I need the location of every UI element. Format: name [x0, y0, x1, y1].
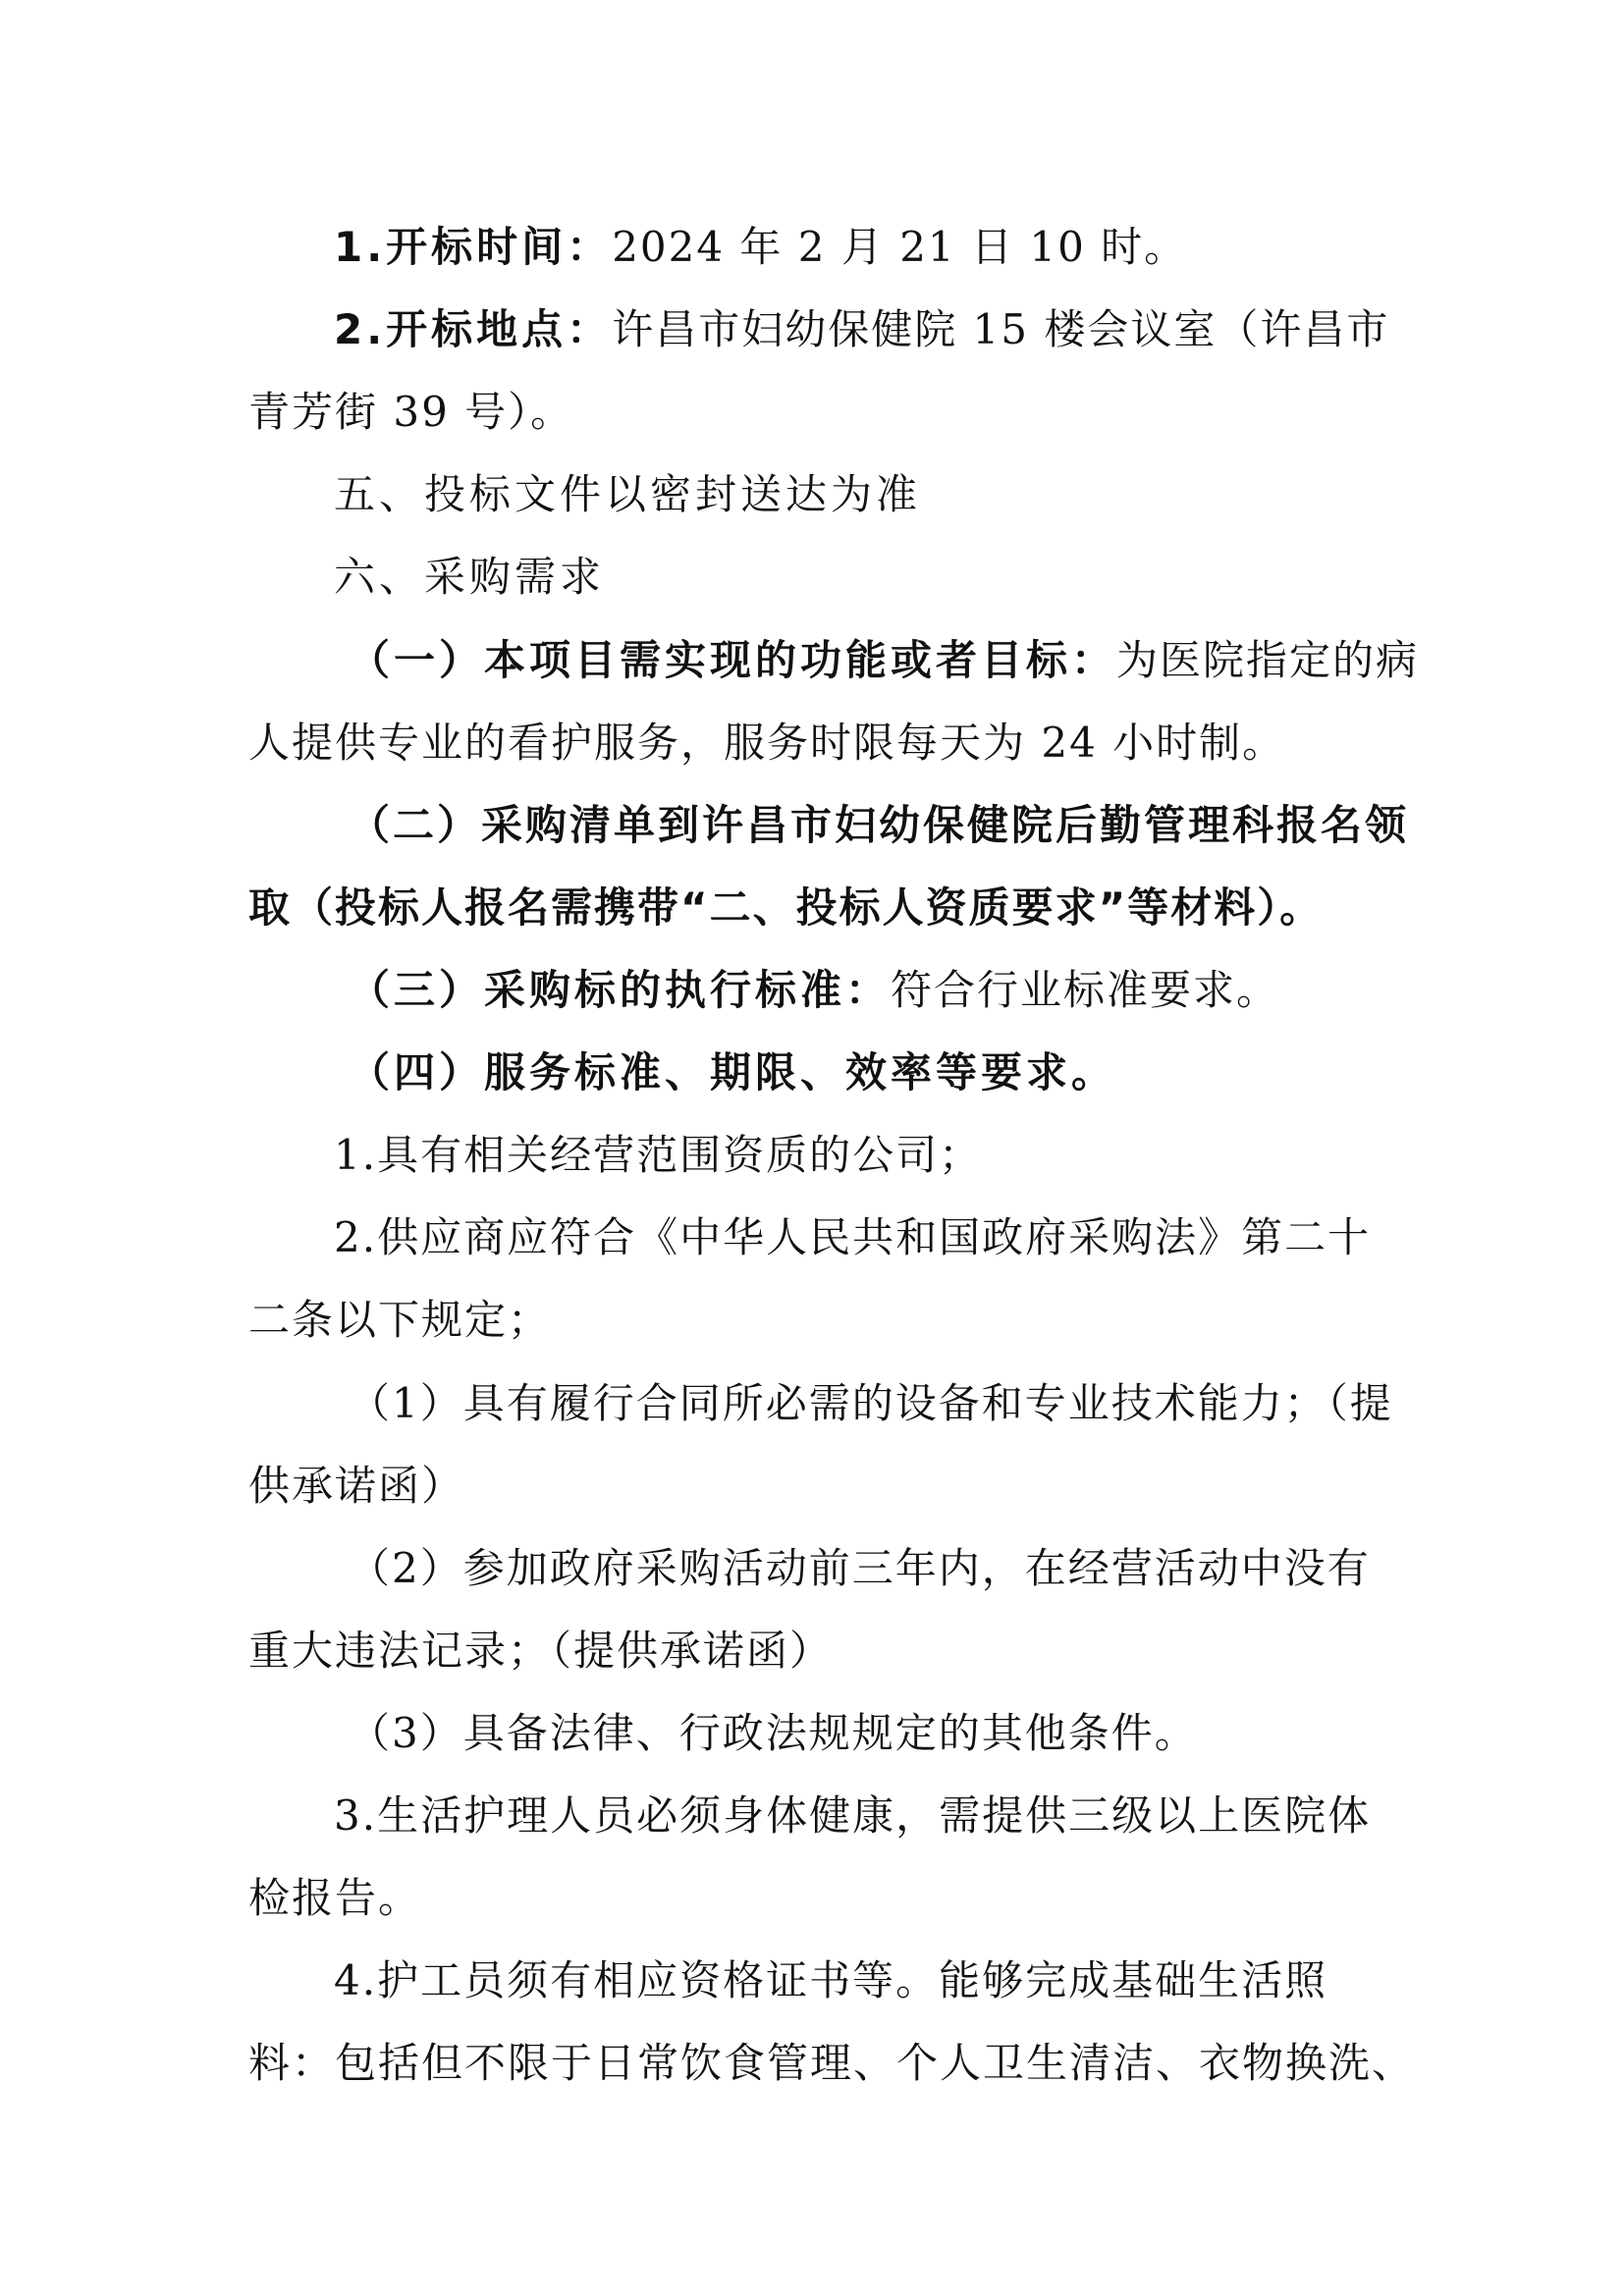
bid-opening-time-value: 2024 年 2 月 21 日 10 时。: [612, 223, 1188, 271]
bid-opening-time-label: 1.开标时间：: [334, 223, 613, 271]
requirement-item-3: 3.生活护理人员必须身体健康，需提供三级以上医院体: [334, 1791, 1372, 1840]
procurement-list-heading: （二）采购清单到许昌市妇幼保健院后勤管理科报名领: [349, 801, 1410, 849]
requirement-item-3-cont: 检报告。: [248, 1874, 422, 1922]
section-six-heading: 六、采购需求: [334, 553, 606, 601]
requirement-item-2-sub-1: （1）具有履行合同所必需的设备和专业技术能力；（提: [349, 1379, 1393, 1427]
execution-standard-text: 符合行业标准要求。: [891, 966, 1280, 1014]
requirement-item-2-sub-2: （2）参加政府采购活动前三年内，在经营活动中没有: [349, 1544, 1371, 1592]
bid-opening-location-label: 2.开标地点：: [334, 305, 613, 353]
requirement-item-1: 1.具有相关经营范围资质的公司；: [334, 1131, 983, 1179]
requirement-item-2-sub-1-cont: 供承诺函）: [248, 1462, 465, 1510]
requirement-goal: [349, 633, 1488, 688]
service-standard-heading: （四）服务标准、期限、效率等要求。: [349, 1048, 1117, 1096]
bid-opening-time: [334, 220, 1473, 275]
execution-standard: [349, 963, 1488, 1018]
procurement-list-cont: 取（投标人报名需携带“二、投标人资质要求”等材料）。: [248, 883, 1324, 932]
bid-opening-location: [334, 302, 1473, 357]
execution-standard-label: （三）采购标的执行标准：: [349, 966, 892, 1014]
requirement-item-2-sub-3: （3）具备法律、行政法规规定的其他条件。: [349, 1709, 1198, 1757]
requirement-item-2-cont: 二条以下规定；: [248, 1296, 552, 1344]
requirement-item-4-cont: 料：包括但不限于日常饮食管理、个人卫生清洁、衣物换洗、: [248, 2039, 1416, 2087]
requirement-item-4: 4.护工员须有相应资格证书等。能够完成基础生活照: [334, 1956, 1328, 2004]
bid-opening-location-value: 许昌市妇幼保健院 15 楼会议室（许昌市: [612, 305, 1390, 353]
requirement-goal-text: 为医院指定的病: [1116, 636, 1420, 684]
bid-opening-location-cont: 青芳街 39 号）。: [248, 388, 574, 436]
section-five-heading: 五、投标文件以密封送达为准: [334, 470, 922, 518]
requirement-goal-cont: 人提供专业的看护服务，服务时限每天为 24 小时制。: [248, 719, 1286, 767]
requirement-item-2-sub-2-cont: 重大违法记录；（提供承诺函）: [248, 1627, 834, 1675]
requirement-item-2: 2.供应商应符合《中华人民共和国政府采购法》第二十: [334, 1213, 1372, 1261]
requirement-goal-label: （一）本项目需实现的功能或者目标：: [349, 636, 1117, 684]
